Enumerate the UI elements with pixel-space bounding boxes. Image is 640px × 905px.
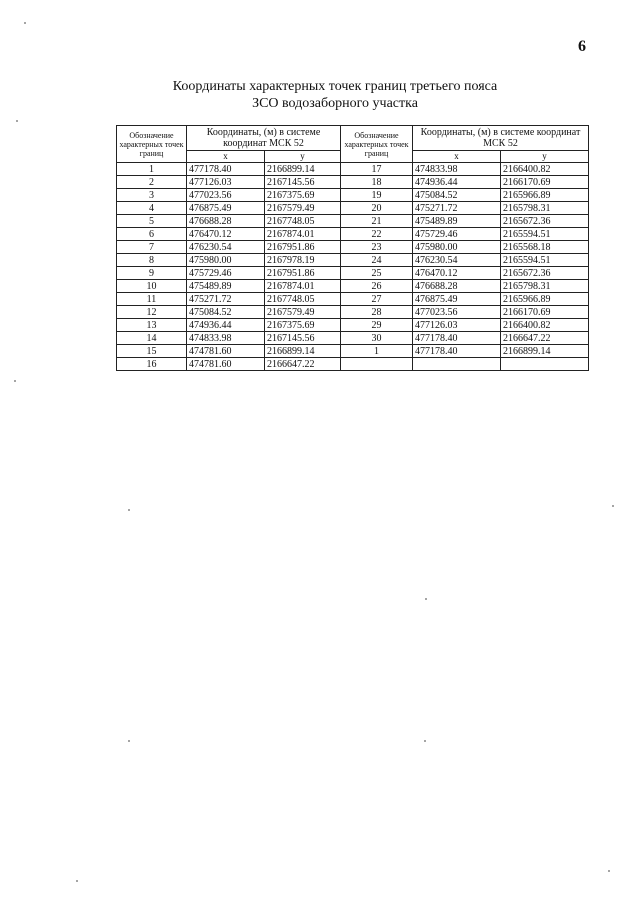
y-value-right: 2166647.22	[501, 332, 589, 345]
point-number-left: 6	[117, 228, 187, 241]
point-number-left: 13	[117, 319, 187, 332]
point-number-left: 2	[117, 176, 187, 189]
table-row	[117, 228, 589, 241]
x-value-right: 476688.28	[413, 280, 501, 293]
designation-header-left: Обозначение характерных точек границ	[117, 126, 187, 163]
y-value-left: 2166899.14	[265, 345, 341, 358]
x-value-right: 474833.98	[413, 163, 501, 176]
point-number-left: 15	[117, 345, 187, 358]
point-number-right: 19	[341, 189, 413, 202]
title-line-1: Координаты характерных точек границ третьего пояса	[172, 79, 498, 94]
table-row	[117, 345, 589, 358]
designation-header-right: Обозначение характерных точек границ	[341, 126, 413, 163]
x-value-left: 477178.40	[187, 163, 265, 176]
x-value-right: 477023.56	[413, 306, 501, 319]
y-value-left: 2167579.49	[265, 202, 341, 215]
x-value-right: 475084.52	[413, 189, 501, 202]
y-value-left: 2166647.22	[265, 358, 341, 371]
y-value-right: 2165672.36	[501, 215, 589, 228]
point-number-right: 20	[341, 202, 413, 215]
point-number-right: 17	[341, 163, 413, 176]
x-value-right: 474936.44	[413, 176, 501, 189]
point-number-left: 4	[117, 202, 187, 215]
y-value-right: 2165594.51	[501, 254, 589, 267]
x-value-left: 475980.00	[187, 254, 265, 267]
y-value-left: 2166899.14	[265, 163, 341, 176]
x-value-left: 476470.12	[187, 228, 265, 241]
x-value-left: 477126.03	[187, 176, 265, 189]
point-number-left: 11	[117, 293, 187, 306]
page-number: 6	[578, 38, 586, 55]
x-value-left: 474936.44	[187, 319, 265, 332]
table-row	[117, 215, 589, 228]
y-value-left: 2167978.19	[265, 254, 341, 267]
point-number-right: 22	[341, 228, 413, 241]
x-value-right: 475980.00	[413, 241, 501, 254]
x-value-right: 476875.49	[413, 293, 501, 306]
point-number-right: 24	[341, 254, 413, 267]
x-value-left: 475084.52	[187, 306, 265, 319]
y-value-right: 2165966.89	[501, 293, 589, 306]
point-number-right: 21	[341, 215, 413, 228]
title-line-2: ЗСО водозаборного участка	[252, 96, 418, 111]
x-value-left: 476875.49	[187, 202, 265, 215]
y-value-left: 2167748.05	[265, 293, 341, 306]
x-value-right: 475271.72	[413, 202, 501, 215]
y-value-left: 2167951.86	[265, 267, 341, 280]
point-number-right	[341, 358, 413, 371]
x-value-right: 475489.89	[413, 215, 501, 228]
point-number-right: 30	[341, 332, 413, 345]
x-value-right: 477126.03	[413, 319, 501, 332]
point-number-left: 9	[117, 267, 187, 280]
x-value-right: 477178.40	[413, 345, 501, 358]
document-title	[0, 78, 640, 112]
x-value-right: 475729.46	[413, 228, 501, 241]
point-number-left: 14	[117, 332, 187, 345]
x-value-right: 476470.12	[413, 267, 501, 280]
table-row	[117, 267, 589, 280]
y-value-left: 2167748.05	[265, 215, 341, 228]
coords-header-right: Координаты, (м) в системе координат МСК 52	[413, 126, 589, 151]
x-value-left: 476230.54	[187, 241, 265, 254]
y-value-right: 2166170.69	[501, 306, 589, 319]
table-row	[117, 293, 589, 306]
y-value-right: 2165966.89	[501, 189, 589, 202]
point-number-left: 3	[117, 189, 187, 202]
y-value-left: 2167874.01	[265, 280, 341, 293]
point-number-right: 28	[341, 306, 413, 319]
y-value-right: 2166899.14	[501, 345, 589, 358]
y-value-left: 2167145.56	[265, 176, 341, 189]
point-number-left: 7	[117, 241, 187, 254]
point-number-right: 23	[341, 241, 413, 254]
table-row	[117, 358, 589, 371]
y-value-right: 2165798.31	[501, 202, 589, 215]
table-body	[117, 163, 589, 371]
point-number-left: 10	[117, 280, 187, 293]
table-row	[117, 202, 589, 215]
y-value-left: 2167951.86	[265, 241, 341, 254]
y-value-right: 2165798.31	[501, 280, 589, 293]
point-number-right: 1	[341, 345, 413, 358]
x-value-left: 475489.89	[187, 280, 265, 293]
y-value-right: 2165672.36	[501, 267, 589, 280]
y-value-right: 2166400.82	[501, 163, 589, 176]
x-value-left: 477023.56	[187, 189, 265, 202]
x-value-left: 474781.60	[187, 345, 265, 358]
point-number-left: 8	[117, 254, 187, 267]
point-number-right: 29	[341, 319, 413, 332]
x-value-left: 475271.72	[187, 293, 265, 306]
y-header-right: у	[501, 151, 589, 163]
x-value-left: 475729.46	[187, 267, 265, 280]
y-value-left: 2167375.69	[265, 319, 341, 332]
y-value-left: 2167375.69	[265, 189, 341, 202]
y-value-right: 2165568.18	[501, 241, 589, 254]
point-number-left: 12	[117, 306, 187, 319]
y-value-right: 2166400.82	[501, 319, 589, 332]
point-number-left: 5	[117, 215, 187, 228]
table-row	[117, 332, 589, 345]
point-number-left: 16	[117, 358, 187, 371]
table-row	[117, 176, 589, 189]
x-value-left: 474833.98	[187, 332, 265, 345]
y-header-left: у	[265, 151, 341, 163]
table-row	[117, 319, 589, 332]
x-value-left: 476688.28	[187, 215, 265, 228]
table-row	[117, 241, 589, 254]
point-number-right: 27	[341, 293, 413, 306]
x-header-left: х	[187, 151, 265, 163]
point-number-right: 25	[341, 267, 413, 280]
y-value-right: 2166170.69	[501, 176, 589, 189]
point-number-left: 1	[117, 163, 187, 176]
x-value-right: 477178.40	[413, 332, 501, 345]
x-value-right	[413, 358, 501, 371]
x-value-left: 474781.60	[187, 358, 265, 371]
table-row	[117, 189, 589, 202]
y-value-right	[501, 358, 589, 371]
y-value-left: 2167874.01	[265, 228, 341, 241]
table-row	[117, 163, 589, 176]
x-value-right: 476230.54	[413, 254, 501, 267]
table-row	[117, 280, 589, 293]
y-value-right: 2165594.51	[501, 228, 589, 241]
coordinates-table	[116, 125, 589, 371]
y-value-left: 2167145.56	[265, 332, 341, 345]
table-row	[117, 254, 589, 267]
x-header-right: х	[413, 151, 501, 163]
point-number-right: 26	[341, 280, 413, 293]
table-row	[117, 306, 589, 319]
coords-header-left: Координаты, (м) в системе координат МСК 52	[187, 126, 341, 151]
point-number-right: 18	[341, 176, 413, 189]
y-value-left: 2167579.49	[265, 306, 341, 319]
